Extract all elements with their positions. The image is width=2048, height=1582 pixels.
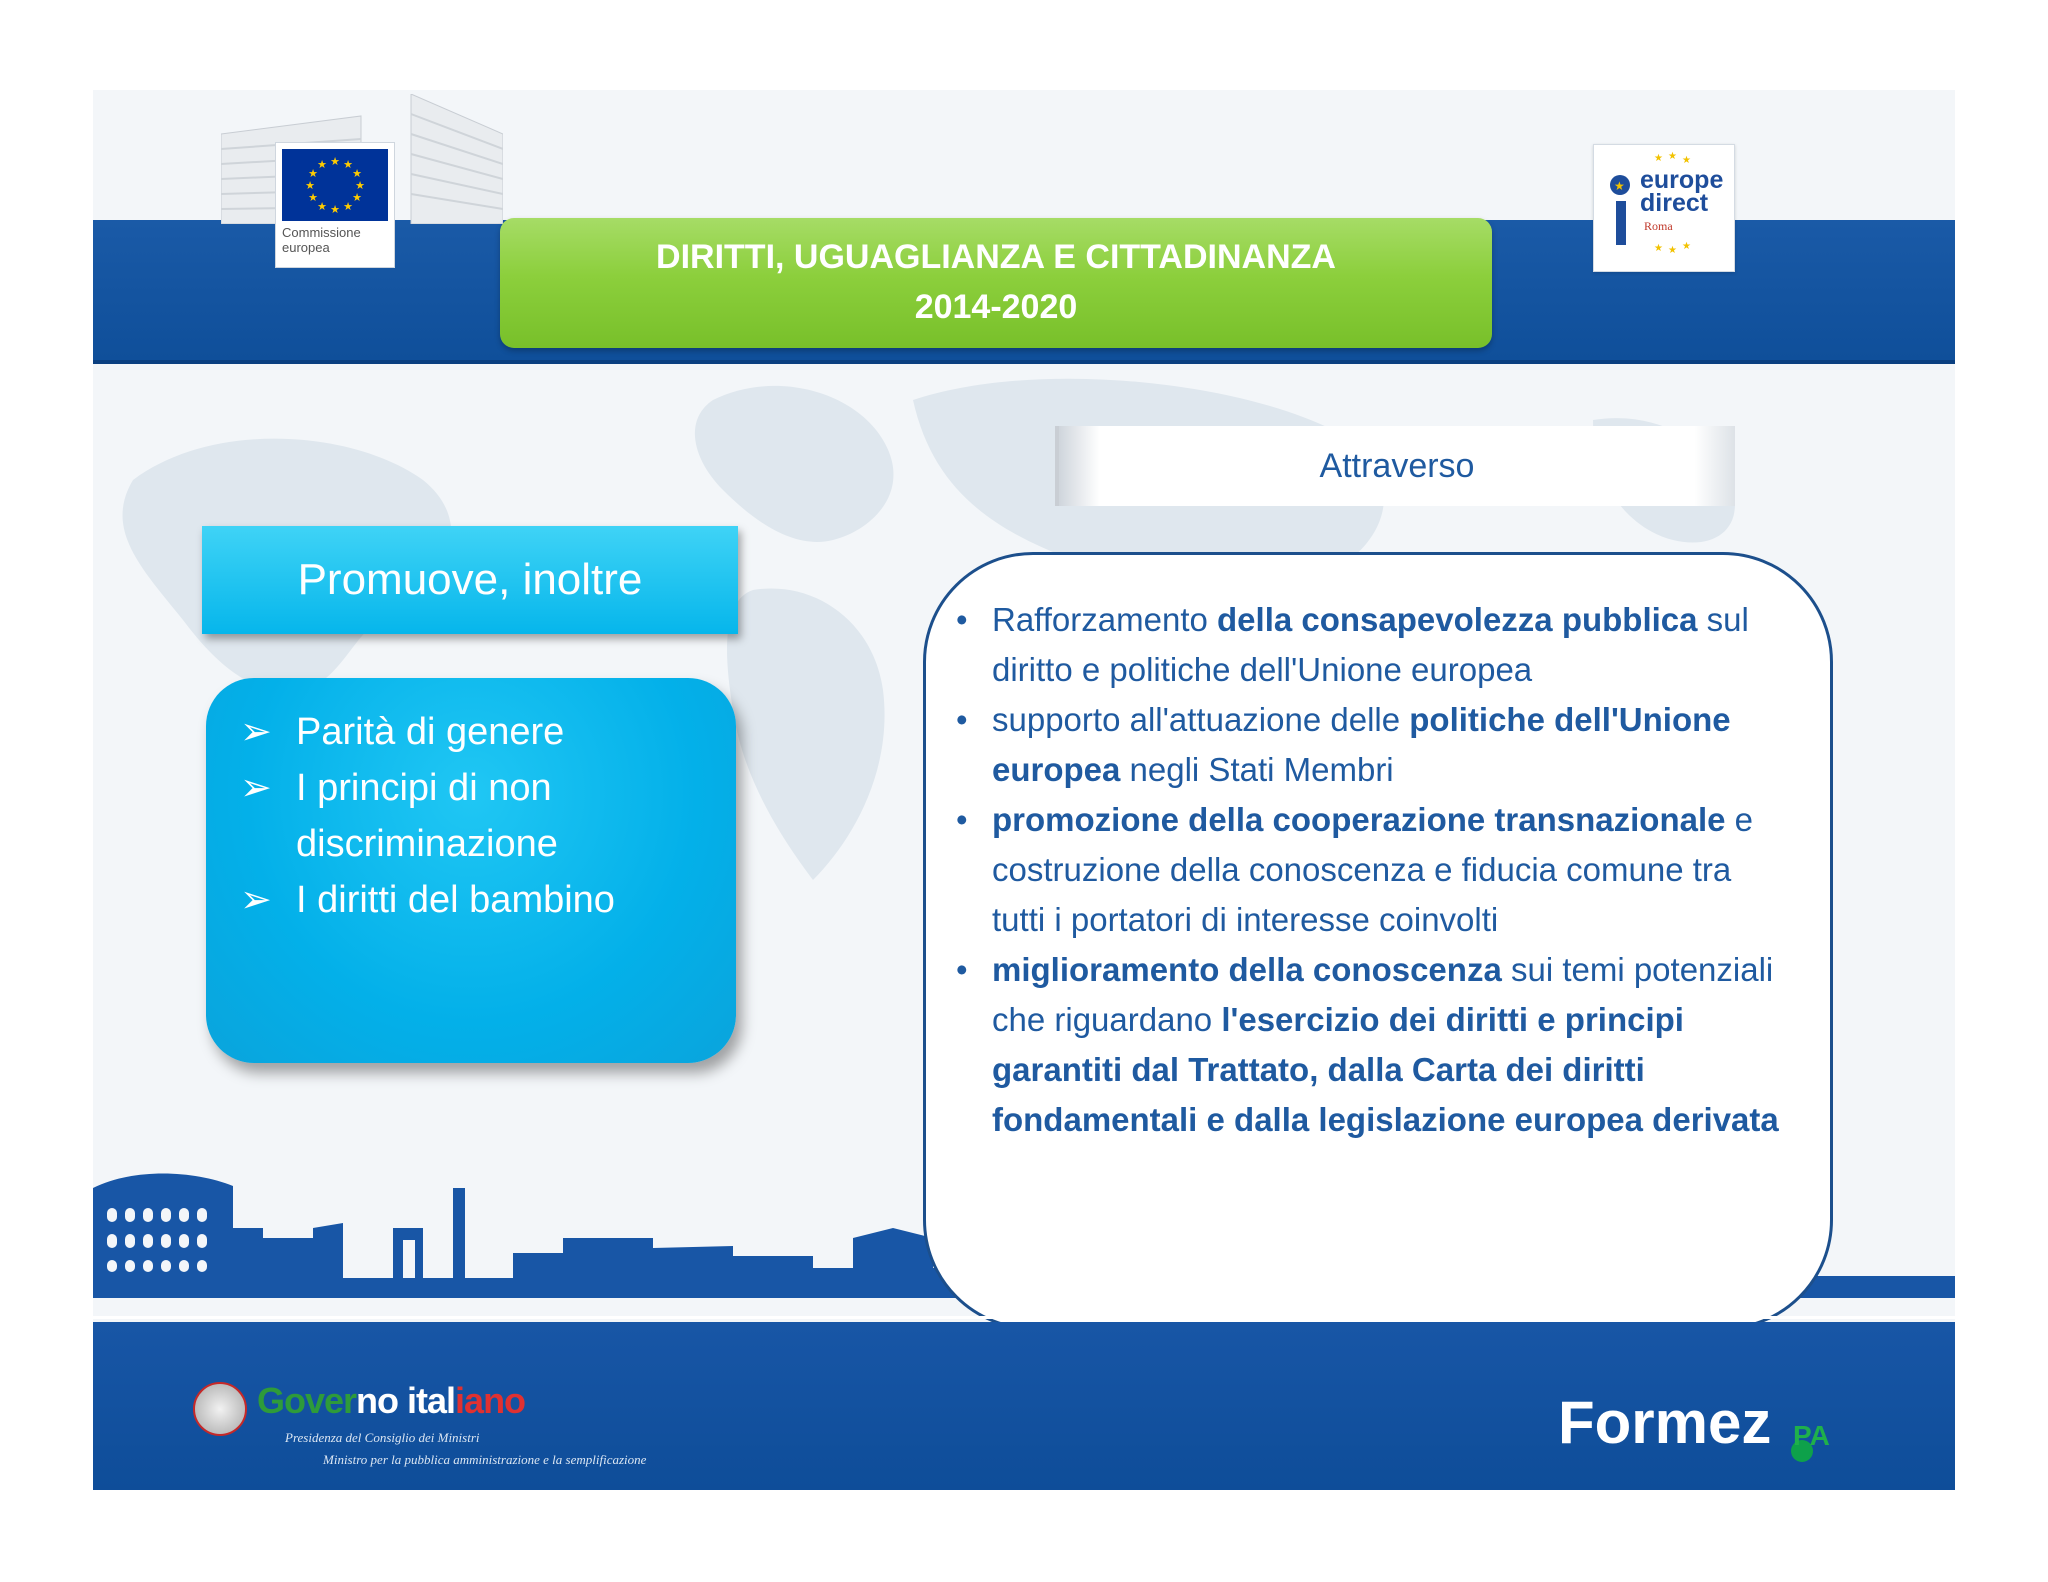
- action-item: [992, 795, 1780, 945]
- footer-divider: [93, 1316, 1955, 1319]
- svg-text:★: ★: [1668, 151, 1677, 162]
- action-item-text: sul diritto e politiche dell'Unione europea: [992, 601, 1749, 688]
- title-line-1: DIRITTI, UGUAGLIANZA E CITTADINANZA: [656, 238, 1336, 276]
- list-item: [240, 760, 736, 872]
- action-item-text: Rafforzamento: [992, 601, 1218, 638]
- arrow-bullet-icon: ➢: [240, 879, 272, 921]
- action-item-bold-text: promozione della cooperazione transnazionale: [992, 801, 1726, 838]
- action-item: [992, 595, 1780, 695]
- action-item: [992, 695, 1780, 795]
- action-item-text: supporto all'attuazione delle: [992, 701, 1410, 738]
- svg-text:★: ★: [317, 200, 327, 213]
- promoted-topics-box: [206, 678, 736, 1063]
- svg-text:★: ★: [343, 158, 353, 171]
- promoted-topics-list: [206, 678, 736, 928]
- europe-direct-city: Roma: [1644, 219, 1673, 233]
- svg-text:★: ★: [330, 203, 340, 216]
- svg-text:★: ★: [305, 179, 315, 192]
- arrow-bullet-icon: ➢: [240, 767, 272, 809]
- ec-logo-text-line2: europea: [282, 240, 330, 255]
- slide-title: [500, 218, 1492, 348]
- governo-italiano-text: [257, 1380, 525, 1422]
- slide: [93, 90, 1955, 1490]
- gov-text-white: no ital: [356, 1380, 456, 1421]
- svg-text:★: ★: [1668, 245, 1677, 256]
- svg-text:★: ★: [308, 191, 318, 204]
- europe-direct-logo: [1593, 144, 1735, 272]
- svg-text:★: ★: [1614, 179, 1625, 193]
- action-item-text: e costruzione della conoscenza e fiducia comune tra tutti i portatori di interesse coinvolti: [992, 801, 1754, 938]
- gov-text-green: Gover: [257, 1380, 357, 1421]
- formez-pa-text: PA: [1793, 1420, 1830, 1451]
- european-commission-logo: [275, 142, 395, 268]
- actions-list: [926, 555, 1830, 1145]
- gov-text-red: iano: [455, 1380, 526, 1421]
- promuove-heading: Promuove, inoltre: [202, 526, 738, 634]
- svg-text:★: ★: [1682, 155, 1691, 166]
- formez-logo: Formez: [1558, 1389, 1772, 1456]
- italian-emblem-icon: [193, 1382, 247, 1436]
- ec-logo-text-line1: Commissione: [282, 225, 361, 240]
- list-item: [240, 704, 736, 760]
- action-item-text: negli Stati Membri: [1120, 751, 1394, 788]
- europe-direct-line1: europe: [1640, 166, 1724, 194]
- svg-text:★: ★: [317, 158, 327, 171]
- action-item-bold-text: politiche dell'Unione europea: [992, 701, 1731, 788]
- svg-text:★: ★: [330, 155, 340, 168]
- europe-direct-text: [1640, 166, 1724, 217]
- ec-logo-text: [282, 225, 392, 255]
- svg-text:★: ★: [352, 191, 362, 204]
- list-item-text: I diritti del bambino: [296, 879, 615, 921]
- action-item-bold-text: miglioramento della conoscenza: [992, 951, 1502, 988]
- eu-flag-icon: [282, 149, 388, 221]
- action-item-text: sui temi potenziali che riguardano: [992, 951, 1774, 1038]
- action-item-bold-text: della consapevolezza pubblica: [1217, 601, 1698, 638]
- svg-text:★: ★: [352, 167, 362, 180]
- europe-direct-line2: direct: [1640, 189, 1709, 217]
- title-line-2: 2014-2020: [914, 288, 1078, 326]
- header-stripe: [93, 360, 1955, 364]
- action-item-bold-text: l'esercizio dei diritti e principi garantiti dal Trattato, dalla Carta dei diritti fondamentali e dalla legislazione europea derivata: [992, 1001, 1779, 1138]
- svg-text:★: ★: [308, 167, 318, 180]
- actions-box: [923, 552, 1833, 1330]
- list-item-text: I principi di non discriminazione: [296, 767, 558, 865]
- list-item-text: Parità di genere: [296, 711, 565, 753]
- svg-text:★: ★: [1654, 153, 1663, 164]
- list-item: [240, 872, 736, 928]
- svg-text:★: ★: [355, 179, 365, 192]
- action-item: [992, 945, 1780, 1145]
- governo-italiano-logo: [193, 1380, 653, 1470]
- gov-subtitle-1: Presidenza del Consiglio dei Ministri: [285, 1430, 480, 1445]
- svg-text:★: ★: [343, 200, 353, 213]
- attraverso-heading: Attraverso: [1055, 426, 1735, 506]
- arrow-bullet-icon: ➢: [240, 711, 272, 753]
- gov-subtitle-2: Ministro per la pubblica amministrazione e la semplificazione: [323, 1452, 647, 1467]
- svg-text:★: ★: [1682, 241, 1691, 252]
- svg-text:★: ★: [1654, 243, 1663, 254]
